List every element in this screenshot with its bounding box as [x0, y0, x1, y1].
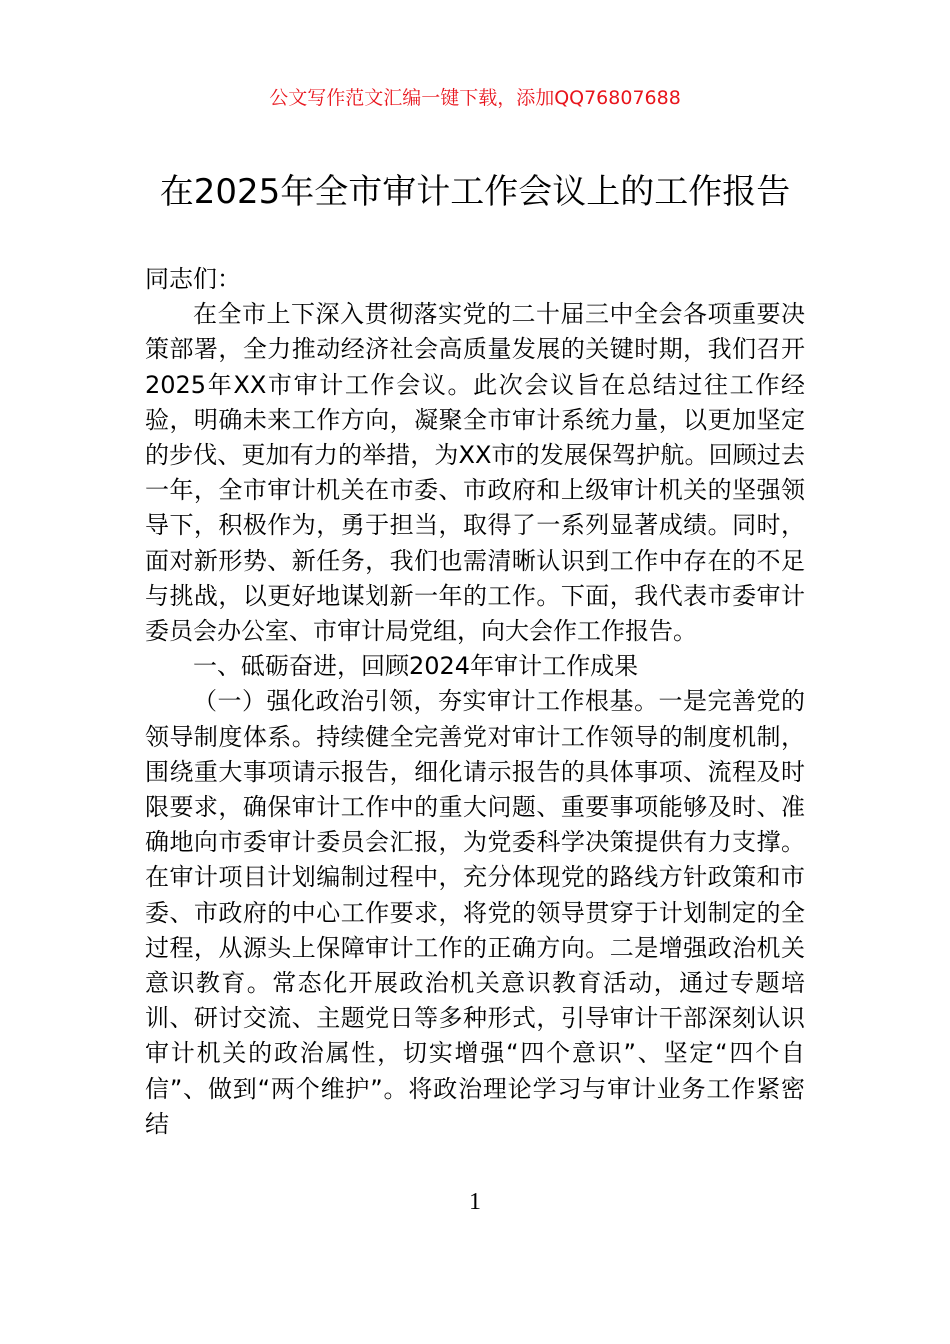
subsection-paragraph: （一）强化政治引领，夯实审计工作根基。一是完善党的领导制度体系。持续健全完善党对审计工作领导的制度机制，围绕重大事项请示报告，细化请示报告的具体事项、流程及时限要求，确保审计工作中的重大问题、重要事项能够及时、准确地向市委审计委员会汇报，为党委科学决策提供有力支撑。在审计项目计划编制过程中，充分体现党的路线方针政策和市委、市政府的中心工作要求，将党的领导贯穿于计划制定的全过程，从源头上保障审计工作的正确方向。二是增强政治机关意识教育。常态化开展政治机关意识教育活动，通过专题培训、研讨交流、主题党日等多种形式，引导审计干部深刻认识审计机关的政治属性，切实增强“四个意识”、坚定“四个自信”、做到“两个维护”。将政治理论学习与审计业务工作紧密结 [145, 687, 805, 1138]
salutation: 同志们： [145, 265, 241, 293]
page-number: 1 [469, 1189, 481, 1215]
intro-paragraph: 在全市上下深入贯彻落实党的二十届三中全会各项重要决策部署，全力推动经济社会高质量发展的关键时期，我们召开2025年XX市审计工作会议。此次会议旨在总结过往工作经验，明确未来工作方向，凝聚全市审计系统力量，以更加坚定的步伐、更加有力的举措，为XX市的发展保驾护航。回顾过去一年，全市审计机关在市委、市政府和上级审计机关的坚强领导下，积极作为，勇于担当，取得了一系列显著成绩。同时，面对新形势、新任务，我们也需清晰认识到工作中存在的不足与挑战，以更好地谋划新一年的工作。下面，我代表市委审计委员会办公室、市审计局党组，向大会作工作报告。 [145, 300, 805, 646]
document-body [145, 262, 805, 1142]
section-heading: 一、砥砺奋进，回顾2024年审计工作成果 [193, 652, 639, 681]
header-note: 公文写作范文汇编一键下载，添加QQ76807688 [269, 87, 681, 109]
document-title: 在2025年全市审计工作会议上的工作报告 [159, 172, 791, 212]
